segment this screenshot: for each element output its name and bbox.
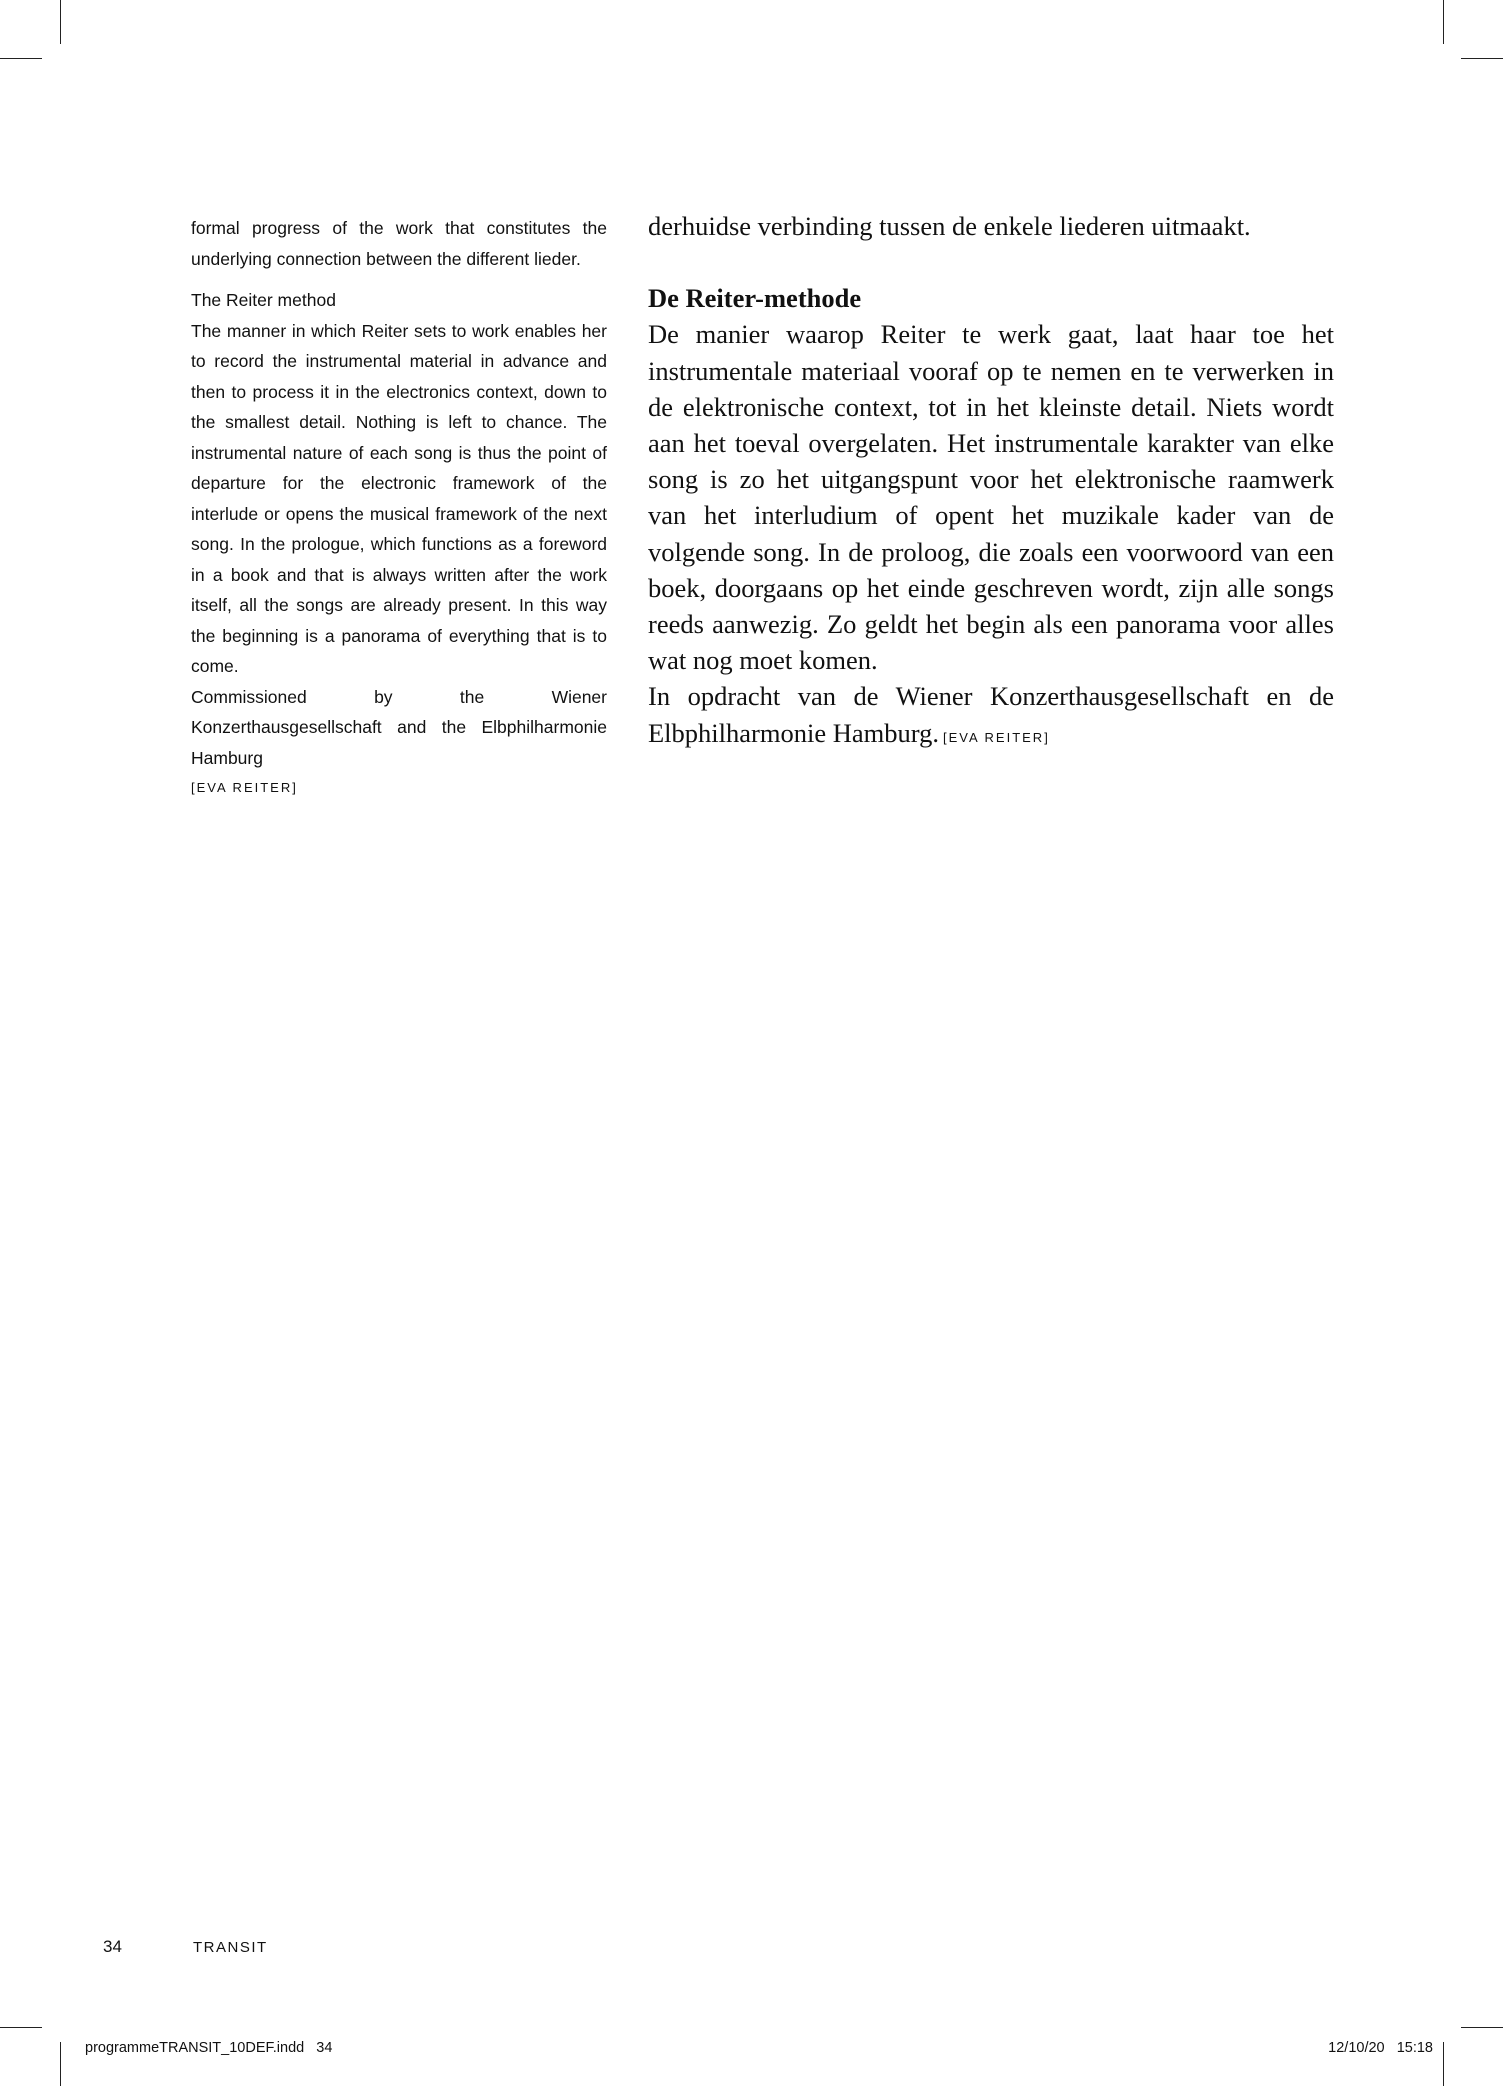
english-column <box>191 213 607 803</box>
crop-mark <box>0 58 42 59</box>
dutch-body-paragraph: De manier waarop Reiter te werk gaat, laat haar toe het instrumentale materiaal vooraf op te nemen en te verwerken in de elektronische context, tot in het kleinste detail. Niets wordt aan het toeval overgelaten. Het instrumentale karakter van elke song is zo het uitgangspunt voor het elektronische raamwerk van het interludium of opent het muzikale kader van de volgende song. In de proloog, die zoals een voorwoord van een boek, doorgaans op het einde geschreven wordt, zijn alle songs reeds aanwezig. Zo geldt het begin als een panorama voor alles wat nog moet komen. <box>648 319 1334 676</box>
running-title: TRANSIT <box>193 1939 268 1956</box>
english-intro-paragraph: formal progress of the work that constitutes the underlying connection between the different lieder. <box>191 218 607 269</box>
dutch-section-heading: De Reiter-methode <box>648 283 862 314</box>
crop-mark <box>60 0 61 44</box>
crop-mark <box>1443 0 1444 44</box>
dutch-commission-paragraph <box>648 678 1334 755</box>
english-commission-paragraph: Commissioned by the Wiener Konzerthausgesellschaft and the Elbphilharmonie Hamburg <box>191 686 607 768</box>
crop-mark <box>1443 2042 1444 2086</box>
dutch-column <box>648 208 1334 756</box>
english-section-heading: The Reiter method <box>191 290 336 310</box>
dutch-author-credit: [EVA REITER] <box>942 729 1050 745</box>
slug-filename: programmeTRANSIT_10DEF.indd 34 <box>85 2040 333 2056</box>
slug-date-time: 12/10/20 15:18 <box>1328 2040 1433 2056</box>
crop-mark <box>1461 2027 1503 2028</box>
english-author-credit: [EVA REITER] <box>191 780 298 795</box>
english-body-paragraph: The manner in which Reiter sets to work enables her to record the instrumental material in advance and then to process it in the electronics context, down to the smallest detail. Nothing is left to chance. The instrumental nature of each song is thus the point of departure for the electronic framework of the interlude or opens the musical framework of the next song. In the prologue, which functions as a foreword in a book and that is always written after the work itself, all the songs are already present. In this way the beginning is a panorama of everything that is to come. <box>191 320 607 676</box>
crop-mark <box>60 2042 61 2086</box>
crop-mark <box>0 2027 42 2028</box>
crop-mark <box>1461 58 1503 59</box>
dutch-commission-text: In opdracht van de Wiener Konzerthausgesellschaft en de Elbphilharmonie Hamburg. <box>648 681 1334 748</box>
dutch-intro-paragraph: derhuidse verbinding tussen de enkele liederen uitmaakt. <box>648 211 1251 241</box>
page-number: 34 <box>103 1937 122 1956</box>
